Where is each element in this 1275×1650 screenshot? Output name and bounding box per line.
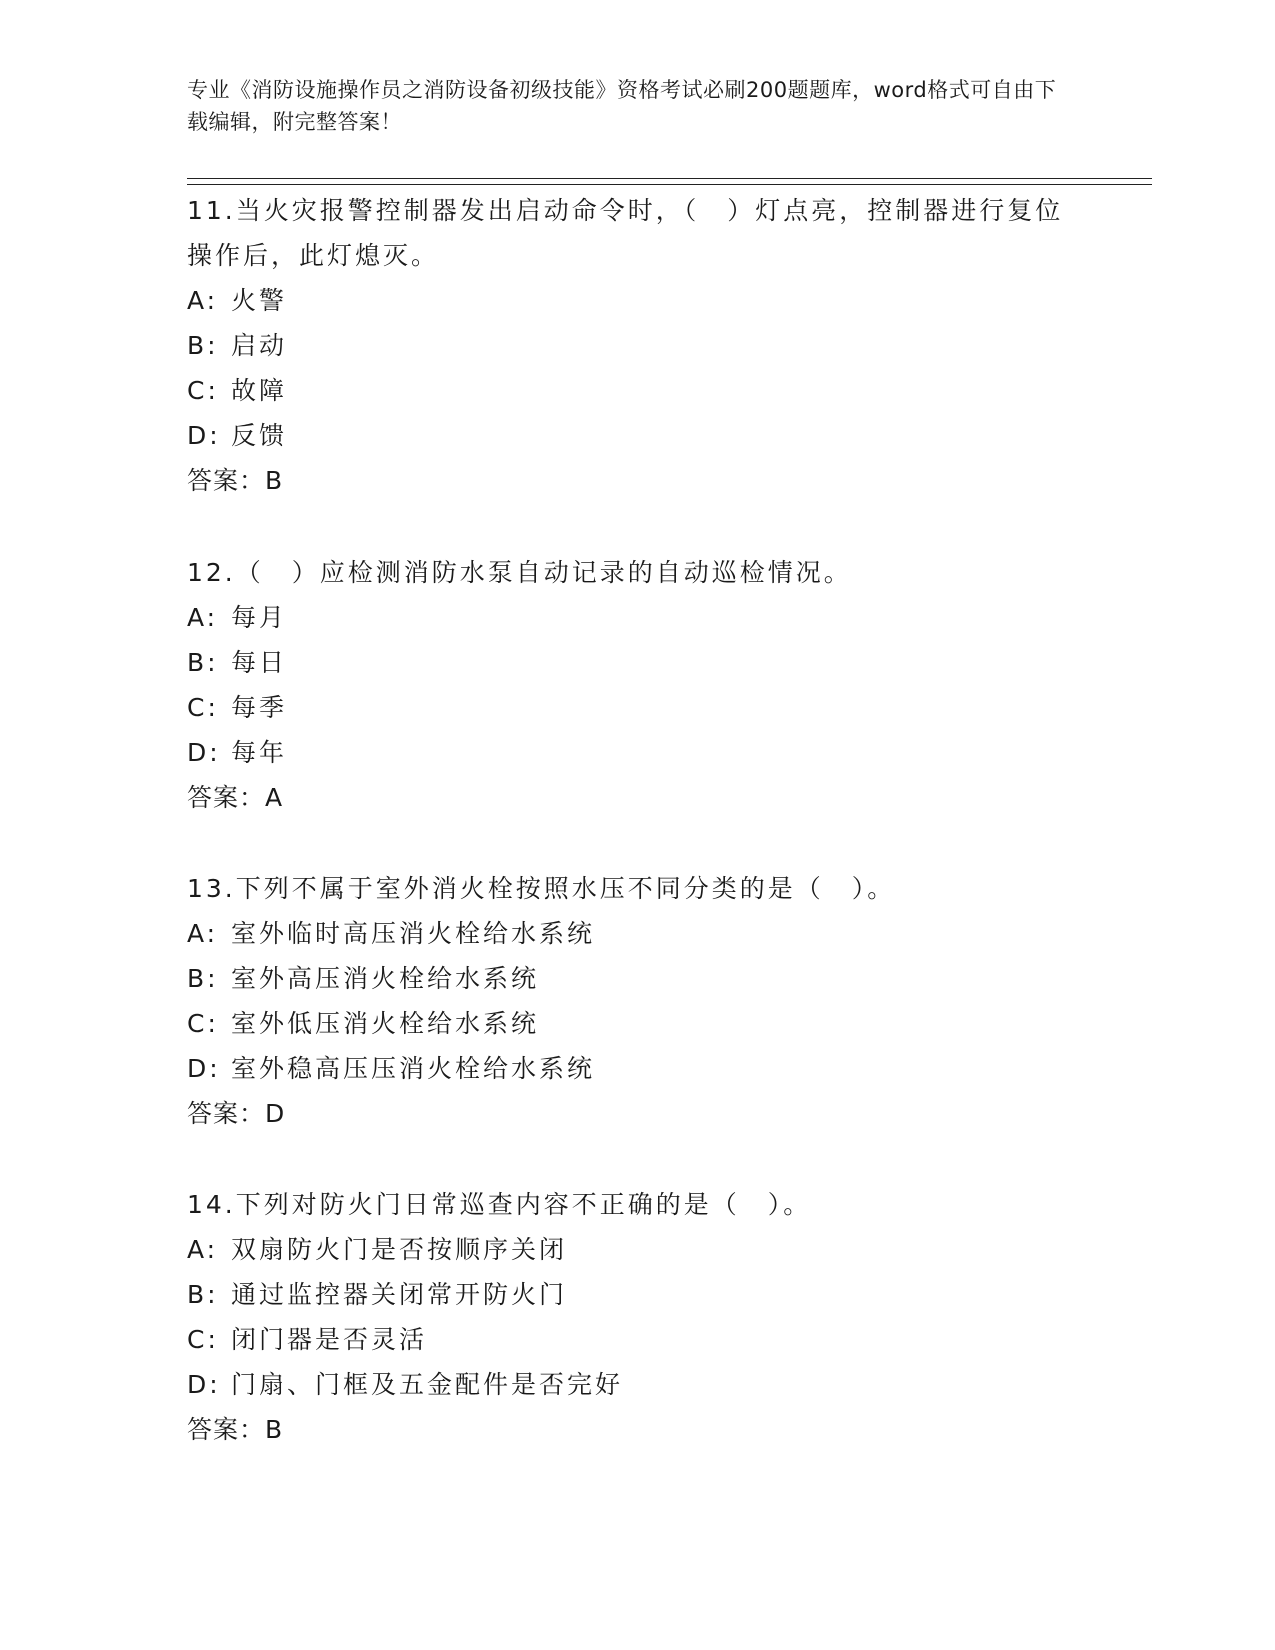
- option-d: [187, 1046, 1087, 1091]
- option-text: 门扇、门框及五金配件是否完好: [231, 1370, 624, 1399]
- option-letter: B:: [187, 331, 219, 360]
- question-13: [187, 866, 1087, 1136]
- option-text: 每日: [231, 648, 288, 677]
- option-text: 启动: [231, 331, 288, 360]
- option-letter: A:: [187, 603, 219, 632]
- option-c: [187, 685, 1087, 730]
- header-divider-bottom: [187, 184, 1152, 185]
- question-stem: 11.当火灾报警控制器发出启动命令时，（ ）灯点亮，控制器进行复位操作后，此灯熄灭。: [187, 196, 1064, 270]
- question-stem: 13.下列不属于室外消火栓按照水压不同分类的是（ ）。: [187, 874, 896, 903]
- option-text: 通过监控器关闭常开防火门: [231, 1280, 568, 1309]
- option-text: 火警: [231, 286, 288, 315]
- option-d: [187, 413, 1087, 458]
- option-text: 室外低压消火栓给水系统: [231, 1009, 540, 1038]
- question-14: [187, 1182, 1087, 1452]
- option-letter: D:: [187, 738, 221, 767]
- option-text: 室外稳高压压消火栓给水系统: [231, 1054, 596, 1083]
- option-letter: C:: [187, 1325, 219, 1354]
- option-letter: B:: [187, 648, 219, 677]
- option-text: 室外高压消火栓给水系统: [231, 964, 540, 993]
- option-text: 故障: [231, 376, 288, 405]
- option-letter: B:: [187, 1280, 219, 1309]
- option-b: [187, 1272, 1087, 1317]
- option-letter: C:: [187, 1009, 219, 1038]
- option-c: [187, 1001, 1087, 1046]
- option-c: [187, 1317, 1087, 1362]
- option-letter: D:: [187, 1370, 221, 1399]
- answer: 答案：D: [187, 1099, 286, 1128]
- option-text: 每月: [231, 603, 288, 632]
- option-letter: D:: [187, 1054, 221, 1083]
- option-text: 反馈: [231, 421, 288, 450]
- answer: 答案：A: [187, 783, 284, 812]
- option-text: 双扇防火门是否按顺序关闭: [231, 1235, 568, 1264]
- option-text: 闭门器是否灵活: [231, 1325, 428, 1354]
- option-a: [187, 278, 1087, 323]
- option-letter: A:: [187, 286, 219, 315]
- option-letter: C:: [187, 376, 219, 405]
- header-divider-top: [187, 178, 1152, 179]
- option-a: [187, 1227, 1087, 1272]
- answer: 答案：B: [187, 466, 284, 495]
- question-11: [187, 188, 1087, 503]
- option-d: [187, 1362, 1087, 1407]
- option-b: [187, 956, 1087, 1001]
- option-letter: A:: [187, 1235, 219, 1264]
- question-stem: 14.下列对防火门日常巡查内容不正确的是（ ）。: [187, 1190, 812, 1219]
- option-a: [187, 911, 1087, 956]
- option-letter: A:: [187, 919, 219, 948]
- question-stem: 12.（ ）应检测消防水泵自动记录的自动巡检情况。: [187, 558, 852, 587]
- option-text: 室外临时高压消火栓给水系统: [231, 919, 596, 948]
- option-c: [187, 368, 1087, 413]
- option-text: 每季: [231, 693, 288, 722]
- document-header: 专业《消防设施操作员之消防设备初级技能》资格考试必刷200题题库，word格式可自由下载编辑，附完整答案！: [187, 78, 1057, 134]
- option-d: [187, 730, 1087, 775]
- option-b: [187, 640, 1087, 685]
- option-b: [187, 323, 1087, 368]
- option-letter: C:: [187, 693, 219, 722]
- question-12: [187, 550, 1087, 820]
- option-a: [187, 595, 1087, 640]
- option-letter: B:: [187, 964, 219, 993]
- option-text: 每年: [231, 738, 288, 767]
- answer: 答案：B: [187, 1415, 284, 1444]
- option-letter: D:: [187, 421, 221, 450]
